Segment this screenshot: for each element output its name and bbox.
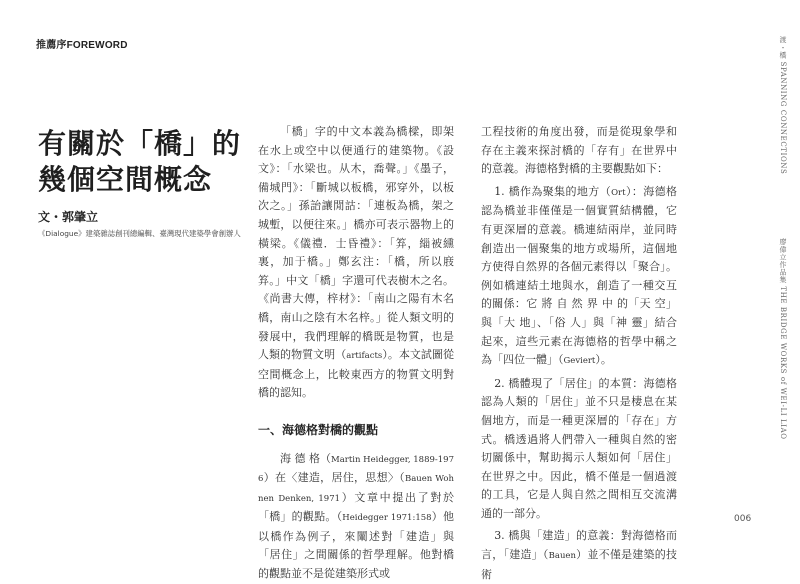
paragraph-text: ）並不僅是建築的技術 [481,548,678,581]
author-byline: 文・郭肇立 [38,210,99,224]
paragraph-text: ）。本文試圖從空間概念上，比較東西方的物質文明對橋的認知。 [258,348,454,400]
paragraph-text: 3. 橋與「建造」的意義：對海德格而言，「建造」（ [481,529,677,562]
title-line-1: 有關於「橋」的 [38,127,242,160]
paragraph [258,450,454,584]
author-role: 《Dialogue》建築雜誌創刊總編輯、臺灣現代建築學會創辦人 [38,229,241,238]
paragraph-text: ）：海德格認為橋並非僅僅是一個實質結構體，它有更深層的意義。橋連結兩岸，並同時創造出一個聚集的地方或場所，這個地方使得自然界的各個元素得以「聚合」。例如橋連結土地與水，創造了一種交互的關係：它 將 自 然 界 中 的「天 空」與「大 地」、「俗 人」與「神 靈」結合起來，這些元素在海德格的哲學中稱之為「四位一體」（ [481,184,677,367]
title-line-2: 幾個空間概念 [38,163,213,196]
list-item [481,527,677,584]
paragraph-text: ）在〈建造，居住，思想〉（ [263,471,405,485]
list-item: 2. 橋體現了「居住」的本質：海德格認為人類的「居住」並不只是棲息在某個地方，而是一種更深層的「存在」方式。橋透過將人們帶入一種與自然的密切關係中，幫助揭示人類如何「居住」在世界之中。因此，橋不僅是一個過渡的工具，它是人與自然之間相互交流溝通的一部分。 [481,376,677,520]
paragraph-text: ）。 [595,353,612,367]
term-latin: Geviert [563,356,596,367]
paragraph: 工程技術的角度出發，而是從現象學和存在主義來探討橋的「存有」在世界中的意義。海德格對橋的主要觀點如下： [481,125,677,176]
section-heading: 一、海德格對橋的觀點 [258,422,379,437]
side-running-title: 渡・橋 SPANNING CONNECTIONS [779,36,787,175]
title-block [38,126,248,239]
page-number: 006 [734,514,752,524]
person-name-latin: Martin Heidegger, 1889-1976 [258,454,454,485]
paragraph-text: 1. 橋作為聚集的地方（ [494,184,612,198]
text-column-1 [258,123,454,584]
paragraph-text: ）文章中提出了對於「橋」的觀點。（ [258,490,455,524]
text-column-2 [481,123,677,584]
paragraph [258,123,454,403]
running-head: 推薦序FOREWORD [36,40,128,51]
paragraph-text: 「橋」字的中文本義為橋樑，即架在水上或空中以便通行的建築物。《設文》：「水梁也。从木，喬聲。」《墨子，備城門》：「斷城以板橋，邪穿外，以板次之。」孫詒讓閒詁：「連板為橋，架之城塹，以便往來。」橋亦可表示器物上的橫梁。《儀禮．士昏禮》：「笲，緇被纁裏，加于橋。」鄭玄注：「橋，所以庪笲。」中文「橋」字還可代表樹木之名。《尚書大傳，梓材》：「南山之陽有木名橋，南山之陰有木名梓。」從人類文明的發展中，我們理解的橋既是物質，也是人類的物質文明（ [258,125,454,362]
citation: Heidegger 1971:158 [342,513,432,524]
term-latin: Bauen [548,551,576,562]
work-title-latin: Bauen Wohnen Denken, 1971 [258,474,455,504]
term-latin: Ort [611,187,626,198]
term-latin: artifacts [346,351,383,362]
paragraph-text: ）他以橋作為例子，來闡述對「建造」與「居住」之間關係的哲學理解。他對橋的觀點並不是從建築形式或 [258,510,455,581]
side-book-title: 廖偉立作品集 THE BRIDGE WORKS of WEI-LI LIAO [779,238,787,440]
paragraph-text: 海 德 格（ [280,451,332,465]
list-item [481,183,677,371]
